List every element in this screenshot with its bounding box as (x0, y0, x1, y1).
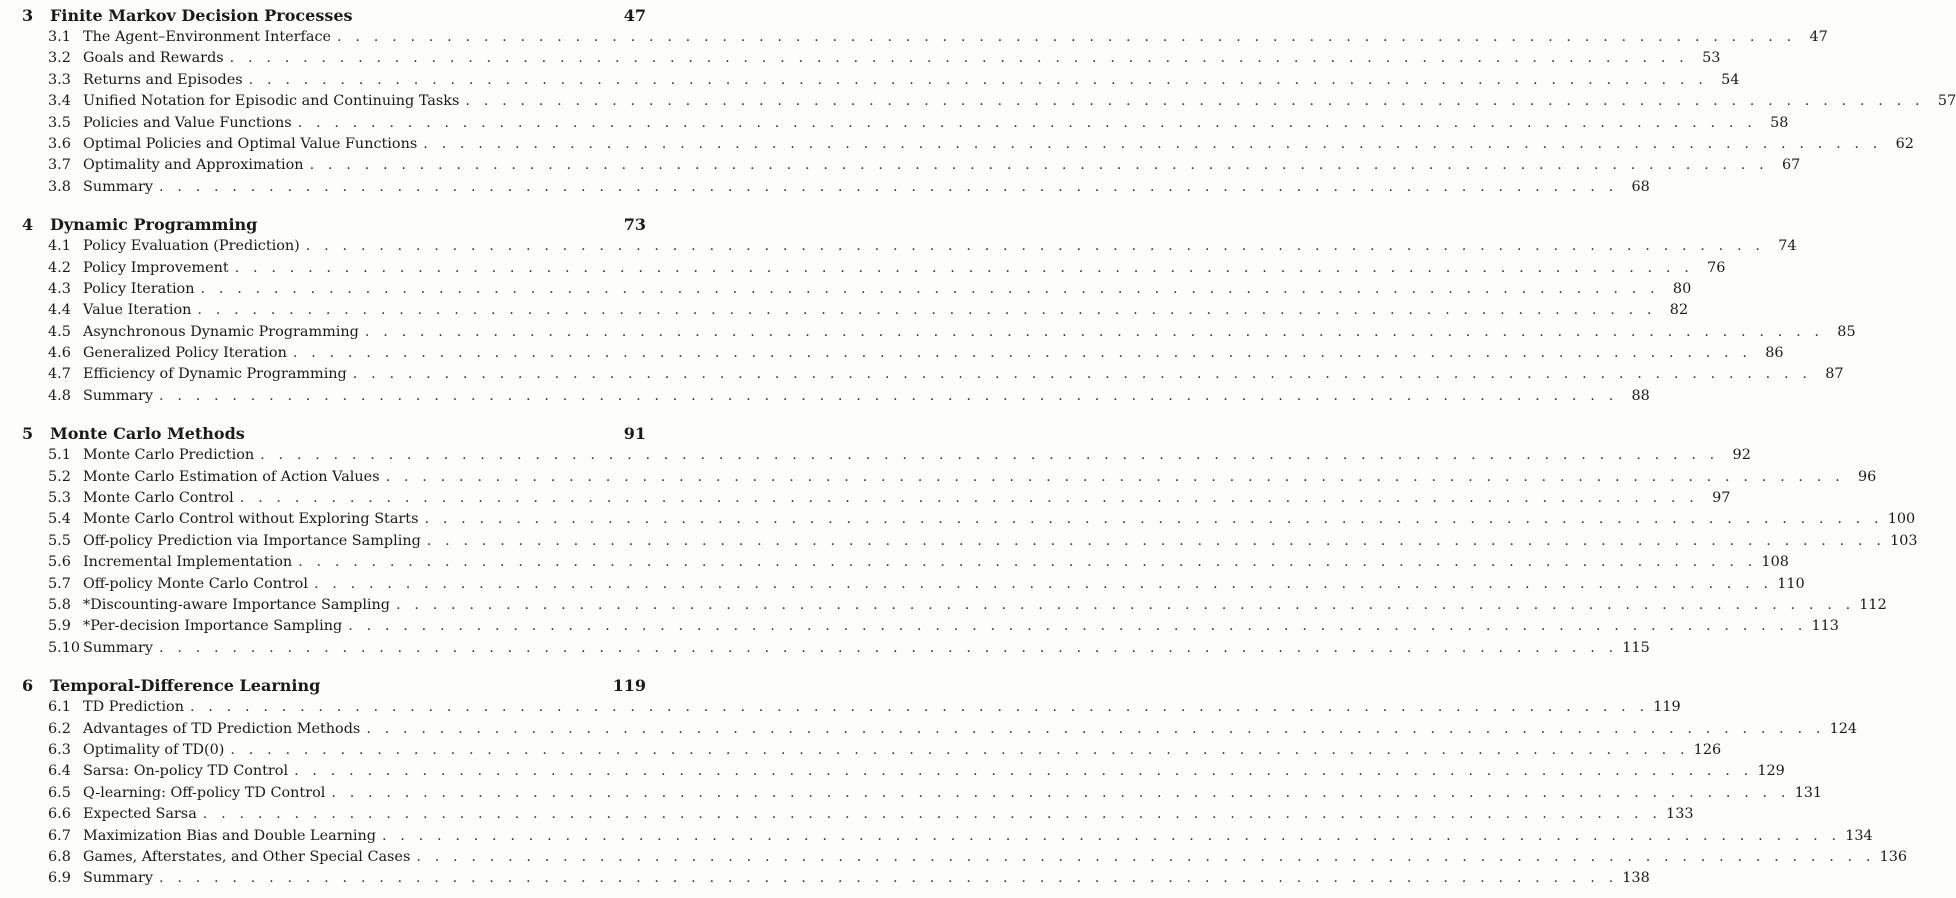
section-page-number: 57 (1937, 93, 1956, 110)
chapter-heading[interactable] (22, 215, 646, 238)
dot-leader: . . . . . . . . . . . . . . . . . . . . . . . . . . . . . . . . . . . . . . . . . . . . . . . . . . . . . . . . . . . . . . . . . . . . . . . . . . . . . . . . (465, 93, 1925, 110)
dot-leader: . . . . . . . . . . . . . . . . . . . . . . . . . . . . . . . . . . . . . . . . . . . . . . . . . . . . . . . . . . . . . . . . . . . . . . . . . . . . . . . . (337, 29, 1796, 45)
section-page-number: 119 (1653, 699, 1681, 716)
section-title: Asynchronous Dynamic Programming (83, 323, 359, 340)
section-page-number: 133 (1666, 806, 1694, 823)
section-title: Games, Afterstates, and Other Special Cases (83, 848, 411, 865)
section-page-number: 86 (1765, 345, 1784, 362)
dot-leader: . . . . . . . . . . . . . . . . . . . . . . . . . . . . . . . . . . . . . . . . . . . . . . . . . . . . . . . . . . . . . . . . . . . . . . . . . . . . . . . . (385, 468, 1845, 485)
toc-section-entry[interactable] (22, 741, 1722, 763)
dot-leader: . . . . . . . . . . . . . . . . . . . . . . . . . . . . . . . . . . . . . . . . . . . . . . . . . . . . . . . . . . . . . . . . . . . . . . . . . . . . . . . . (159, 870, 1618, 887)
toc-section-entry[interactable] (22, 345, 1784, 366)
section-page-number: 74 (1778, 238, 1797, 255)
toc-chapter (22, 424, 1918, 661)
toc-section-entry[interactable] (22, 93, 1956, 114)
section-number: 3.8 (48, 178, 71, 195)
dot-leader: . . . . . . . . . . . . . . . . . . . . . . . . . . . . . . . . . . . . . . . . . . . . . . . . . . . . . . . . . . . . . . . . . . . . . . . . . . . . . . . . (230, 741, 1690, 758)
section-number: 5.3 (48, 490, 71, 507)
section-number: 5.5 (48, 532, 71, 549)
section-title: Returns and Episodes (83, 71, 243, 88)
section-number: 4.6 (48, 345, 71, 362)
section-title: Optimality of TD(0) (83, 741, 225, 758)
dot-leader: . . . . . . . . . . . . . . . . . . . . . . . . . . . . . . . . . . . . . . . . . . . . . . . . . . . . . . . . . . . . . . . . . . . . . . . . . . . . . . . . (364, 323, 1824, 340)
toc-section-entry[interactable] (22, 596, 1887, 618)
section-title: Monte Carlo Control without Exploring Starts (83, 511, 419, 528)
toc-chapter (22, 215, 1856, 409)
toc-section-entry[interactable] (22, 468, 1877, 490)
section-number: 6.9 (48, 870, 71, 887)
toc-section-entry[interactable] (22, 29, 1828, 50)
section-title: Policy Improvement (83, 259, 229, 276)
dot-leader: . . . . . . . . . . . . . . . . . . . . . . . . . . . . . . . . . . . . . . . . . . . . . . . . . . . . . . . . . . . . . . . . . . . . . . . . . . . . . . . . (331, 784, 1791, 801)
section-page-number: 108 (1761, 554, 1789, 571)
section-number: 6.4 (48, 763, 71, 780)
dot-leader: . . . . . . . . . . . . . . . . . . . . . . . . . . . . . . . . . . . . . . . . . . . . . . . . . . . . . . . . . . . . . . . . . . . . . . . . . . . . . . . . (200, 280, 1660, 297)
section-page-number: 126 (1693, 741, 1722, 758)
dot-leader: . . . . . . . . . . . . . . . . . . . . . . . . . . . . . . . . . . . . . . . . . . . . . . . . . . . . . . . . . . . . . . . . . . . . . . . . . . . . . . . . (159, 387, 1618, 404)
section-number: 5.4 (48, 511, 71, 528)
section-title: Generalized Policy Iteration (83, 345, 287, 362)
section-title: Maximization Bias and Double Learning (83, 827, 376, 844)
section-title: Sarsa: On-policy TD Control (83, 763, 289, 780)
section-title: Expected Sarsa (83, 806, 197, 823)
chapter-page-number: 119 (612, 676, 646, 696)
toc-section-entry[interactable] (22, 532, 1918, 554)
section-title: *Discounting-aware Importance Sampling (83, 596, 391, 613)
section-title: Incremental Implementation (83, 554, 293, 571)
section-number: 3.1 (48, 29, 71, 45)
toc-section-entry[interactable] (22, 323, 1856, 345)
section-page-number: 62 (1895, 135, 1914, 152)
section-page-number: 82 (1669, 302, 1689, 319)
section-title: Advantages of TD Prediction Methods (83, 720, 361, 737)
chapter-title: Dynamic Programming (50, 215, 258, 235)
toc-section-entry[interactable] (22, 387, 1650, 409)
section-number: 5.2 (48, 468, 71, 485)
section-page-number: 136 (1879, 848, 1908, 865)
section-number: 6.2 (48, 720, 71, 737)
toc-section-entry[interactable] (22, 827, 1873, 849)
section-number: 5.6 (48, 554, 71, 571)
section-number: 6.3 (48, 741, 71, 758)
toc-section-entry[interactable] (22, 157, 1801, 178)
section-title: Summary (83, 387, 154, 404)
dot-leader: . . . . . . . . . . . . . . . . . . . . . . . . . . . . . . . . . . . . . . . . . . . . . . . . . . . . . . . . . . . . . . . . . . . . . . . . . . . . . . . . (202, 806, 1662, 823)
chapter-page-number: 73 (623, 215, 646, 235)
toc-section-entry[interactable] (22, 870, 1650, 891)
section-number: 4.4 (48, 302, 71, 319)
section-page-number: 54 (1721, 71, 1740, 88)
section-number: 5.7 (48, 575, 71, 592)
section-page-number: 68 (1631, 178, 1650, 195)
section-number: 3.7 (48, 157, 71, 174)
section-page-number: 113 (1811, 618, 1839, 635)
toc-section-entry[interactable] (22, 720, 1858, 742)
chapter-title: Temporal-Difference Learning (50, 676, 321, 696)
section-number: 3.2 (48, 50, 71, 67)
chapter-title: Monte Carlo Methods (50, 424, 245, 444)
dot-leader: . . . . . . . . . . . . . . . . . . . . . . . . . . . . . . . . . . . . . . . . . . . . . . . . . . . . . . . . . . . . . . . . . . . . . . . . . . . . . . . . (352, 366, 1812, 383)
dot-leader: . . . . . . . . . . . . . . . . . . . . . . . . . . . . . . . . . . . . . . . . . . . . . . . . . . . . . . . . . . . . . . . . . . . . . . . . . . . . . . . . (229, 50, 1689, 67)
section-title: Efficiency of Dynamic Programming (83, 366, 347, 383)
section-title: Policy Iteration (83, 280, 195, 297)
section-number: 5.9 (48, 618, 71, 635)
chapter-number: 5 (22, 424, 34, 444)
section-title: Q-learning: Off-policy TD Control (83, 784, 326, 801)
section-title: Goals and Rewards (83, 50, 224, 67)
toc-section-entry[interactable] (22, 490, 1731, 511)
section-page-number: 103 (1890, 532, 1918, 549)
toc-section-entry[interactable] (22, 618, 1839, 639)
toc-section-entry[interactable] (22, 806, 1694, 827)
dot-leader: . . . . . . . . . . . . . . . . . . . . . . . . . . . . . . . . . . . . . . . . . . . . . . . . . . . . . . . . . . . . . . . . . . . . . . . . . . . . . . . . (159, 178, 1618, 195)
chapter-heading[interactable] (22, 6, 646, 29)
toc-section-entry[interactable] (22, 763, 1785, 784)
dot-leader: . . . . . . . . . . . . . . . . . . . . . . . . . . . . . . . . . . . . . . . . . . . . . . . . . . . . . . . . . . . . . . . . . . . . . . . . . . . . . . . . (248, 71, 1708, 88)
section-page-number: 80 (1672, 280, 1692, 297)
chapter-title: Finite Markov Decision Processes (50, 6, 353, 25)
chapter-number: 4 (22, 215, 34, 235)
chapter-number: 6 (22, 676, 34, 696)
section-page-number: 115 (1622, 639, 1650, 656)
section-page-number: 76 (1707, 259, 1726, 276)
section-page-number: 100 (1887, 511, 1916, 528)
section-title: Off-policy Prediction via Importance Sampling (83, 532, 421, 549)
toc-section-entry[interactable] (22, 178, 1650, 200)
section-number: 4.2 (48, 259, 71, 276)
dot-leader: . . . . . . . . . . . . . . . . . . . . . . . . . . . . . . . . . . . . . . . . . . . . . . . . . . . . . . . . . . . . . . . . . . . . . . . . . . . . . . . . (239, 490, 1699, 507)
section-title: TD Prediction (83, 699, 184, 716)
section-number: 6.7 (48, 827, 71, 844)
toc-section-entry[interactable] (22, 447, 1751, 468)
dot-leader: . . . . . . . . . . . . . . . . . . . . . . . . . . . . . . . . . . . . . . . . . . . . . . . . . . . . . . . . . . . . . . . . . . . . . . . . . . . . . . . . (298, 554, 1757, 571)
chapter-page-number: 91 (623, 424, 646, 444)
section-title: Summary (83, 639, 154, 656)
section-title: Summary (83, 870, 154, 887)
section-page-number: 58 (1770, 114, 1789, 131)
section-number: 4.7 (48, 366, 71, 383)
section-title: Policy Evaluation (Prediction) (83, 238, 300, 255)
dot-leader: . . . . . . . . . . . . . . . . . . . . . . . . . . . . . . . . . . . . . . . . . . . . . . . . . . . . . . . . . . . . . . . . . . . . . . . . . . . . . . . . (313, 575, 1773, 592)
toc-chapter (22, 676, 1908, 892)
toc-section-entry[interactable] (22, 699, 1681, 720)
section-page-number: 129 (1757, 763, 1785, 780)
section-number: 4.5 (48, 323, 71, 340)
dot-leader: . . . . . . . . . . . . . . . . . . . . . . . . . . . . . . . . . . . . . . . . . . . . . . . . . . . . . . . . . . . . . . . . . . . . . . . . . . . . . . . . (197, 302, 1657, 319)
section-page-number: 85 (1837, 323, 1856, 340)
toc-chapter (22, 6, 1956, 200)
toc-section-entry[interactable] (22, 280, 1692, 302)
section-number: 6.1 (48, 699, 71, 716)
section-number: 5.10 (48, 639, 81, 656)
dot-leader: . . . . . . . . . . . . . . . . . . . . . . . . . . . . . . . . . . . . . . . . . . . . . . . . . . . . . . . . . . . . . . . . . . . . . . . . . . . . . . . . (159, 639, 1618, 656)
section-number: 4.3 (48, 280, 71, 297)
section-number: 6.5 (48, 784, 71, 801)
dot-leader: . . . . . . . . . . . . . . . . . . . . . . . . . . . . . . . . . . . . . . . . . . . . . . . . . . . . . . . . . . . . . . . . . . . . . . . . . . . . . . . . (423, 135, 1882, 152)
section-page-number: 53 (1702, 50, 1721, 67)
dot-leader: . . . . . . . . . . . . . . . . . . . . . . . . . . . . . . . . . . . . . . . . . . . . . . . . . . . . . . . . . . . . . . . . . . . . . . . . . . . . . . . . (416, 848, 1876, 865)
section-page-number: 138 (1622, 870, 1650, 887)
toc-section-entry[interactable] (22, 238, 1797, 259)
toc-section-entry[interactable] (22, 784, 1823, 806)
section-title: Monte Carlo Prediction (83, 447, 255, 464)
toc-section-entry[interactable] (22, 554, 1789, 575)
toc-section-entry[interactable] (22, 302, 1689, 323)
section-number: 3.3 (48, 71, 71, 88)
section-title: Policies and Value Functions (83, 114, 292, 131)
section-title: Unified Notation for Episodic and Continuing Tasks (83, 93, 460, 110)
section-title: Summary (83, 178, 154, 195)
section-title: Monte Carlo Control (83, 490, 234, 507)
section-page-number: 67 (1782, 157, 1801, 174)
section-number: 6.8 (48, 848, 71, 865)
section-number: 4.8 (48, 387, 71, 404)
section-number: 3.4 (48, 93, 71, 110)
section-page-number: 97 (1712, 490, 1731, 507)
dot-leader: . . . . . . . . . . . . . . . . . . . . . . . . . . . . . . . . . . . . . . . . . . . . . . . . . . . . . . . . . . . . . . . . . . . . . . . . . . . . . . . . (309, 157, 1769, 174)
section-page-number: 131 (1794, 784, 1823, 801)
dot-leader: . . . . . . . . . . . . . . . . . . . . . . . . . . . . . . . . . . . . . . . . . . . . . . . . . . . . . . . . . . . . . . . . . . . . . . . . . . . . . . . . (234, 259, 1694, 276)
dot-leader: . . . . . . . . . . . . . . . . . . . . . . . . . . . . . . . . . . . . . . . . . . . . . . . . . . . . . . . . . . . . . . . . . . . . . . . . . . . . . . . . (381, 827, 1841, 844)
section-title: Optimal Policies and Optimal Value Functions (83, 135, 418, 152)
dot-leader: . . . . . . . . . . . . . . . . . . . . . . . . . . . . . . . . . . . . . . . . . . . . . . . . . . . . . . . . . . . . . . . . . . . . . . . . . . . . . . . . (348, 618, 1807, 635)
dot-leader: . . . . . . . . . . . . . . . . . . . . . . . . . . . . . . . . . . . . . . . . . . . . . . . . . . . . . . . . . . . . . . . . . . . . . . . . . . . . . . . . (424, 511, 1884, 528)
dot-leader: . . . . . . . . . . . . . . . . . . . . . . . . . . . . . . . . . . . . . . . . . . . . . . . . . . . . . . . . . . . . . . . . . . . . . . . . . . . . . . . . (366, 720, 1826, 737)
dot-leader: . . . . . . . . . . . . . . . . . . . . . . . . . . . . . . . . . . . . . . . . . . . . . . . . . . . . . . . . . . . . . . . . . . . . . . . . . . . . . . . . (292, 345, 1752, 362)
toc-section-entry[interactable] (22, 259, 1726, 281)
section-title: Off-policy Monte Carlo Control (83, 575, 308, 592)
toc-section-entry[interactable] (22, 366, 1844, 387)
section-title: The Agent–Environment Interface (83, 29, 332, 45)
section-title: *Per-decision Importance Sampling (83, 618, 343, 635)
dot-leader: . . . . . . . . . . . . . . . . . . . . . . . . . . . . . . . . . . . . . . . . . . . . . . . . . . . . . . . . . . . . . . . . . . . . . . . . . . . . . . . . (396, 596, 1855, 613)
dot-leader: . . . . . . . . . . . . . . . . . . . . . . . . . . . . . . . . . . . . . . . . . . . . . . . . . . . . . . . . . . . . . . . . . . . . . . . . . . . . . . . . (294, 763, 1753, 780)
dot-leader: . . . . . . . . . . . . . . . . . . . . . . . . . . . . . . . . . . . . . . . . . . . . . . . . . . . . . . . . . . . . . . . . . . . . . . . . . . . . . . . . (426, 532, 1886, 549)
section-page-number: 124 (1829, 720, 1858, 737)
toc-section-entry[interactable] (22, 71, 1740, 93)
section-page-number: 87 (1825, 366, 1844, 383)
section-page-number: 110 (1777, 575, 1805, 592)
dot-leader: . . . . . . . . . . . . . . . . . . . . . . . . . . . . . . . . . . . . . . . . . . . . . . . . . . . . . . . . . . . . . . . . . . . . . . . . . . . . . . . . (189, 699, 1649, 716)
chapter-heading[interactable] (22, 424, 646, 447)
toc-section-entry[interactable] (22, 575, 1805, 597)
toc-section-entry[interactable] (22, 114, 1789, 136)
section-page-number: 96 (1858, 468, 1877, 485)
section-title: Value Iteration (83, 302, 192, 319)
section-title: Optimality and Approximation (83, 157, 304, 174)
section-page-number: 112 (1859, 596, 1887, 613)
section-number: 3.5 (48, 114, 71, 131)
section-number: 5.8 (48, 596, 71, 613)
toc-section-entry[interactable] (22, 639, 1650, 661)
toc-section-entry[interactable] (22, 848, 1908, 870)
dot-leader: . . . . . . . . . . . . . . . . . . . . . . . . . . . . . . . . . . . . . . . . . . . . . . . . . . . . . . . . . . . . . . . . . . . . . . . . . . . . . . . . (297, 114, 1757, 131)
section-page-number: 47 (1809, 29, 1828, 45)
dot-leader: . . . . . . . . . . . . . . . . . . . . . . . . . . . . . . . . . . . . . . . . . . . . . . . . . . . . . . . . . . . . . . . . . . . . . . . . . . . . . . . . (260, 447, 1719, 464)
section-title: Monte Carlo Estimation of Action Values (83, 468, 380, 485)
chapter-number: 3 (22, 6, 34, 25)
section-number: 5.1 (48, 447, 71, 464)
section-number: 6.6 (48, 806, 71, 823)
section-number: 4.1 (48, 238, 71, 255)
dot-leader: . . . . . . . . . . . . . . . . . . . . . . . . . . . . . . . . . . . . . . . . . . . . . . . . . . . . . . . . . . . . . . . . . . . . . . . . . . . . . . . . (305, 238, 1765, 255)
chapter-page-number: 47 (623, 6, 646, 25)
toc-section-entry[interactable] (22, 511, 1916, 532)
section-page-number: 134 (1845, 827, 1873, 844)
section-page-number: 92 (1732, 447, 1751, 464)
section-page-number: 88 (1631, 387, 1650, 404)
toc-section-entry[interactable] (22, 50, 1721, 71)
table-of-contents (22, 6, 1956, 892)
section-number: 3.6 (48, 135, 71, 152)
chapter-heading[interactable] (22, 676, 646, 699)
toc-section-entry[interactable] (22, 135, 1914, 157)
